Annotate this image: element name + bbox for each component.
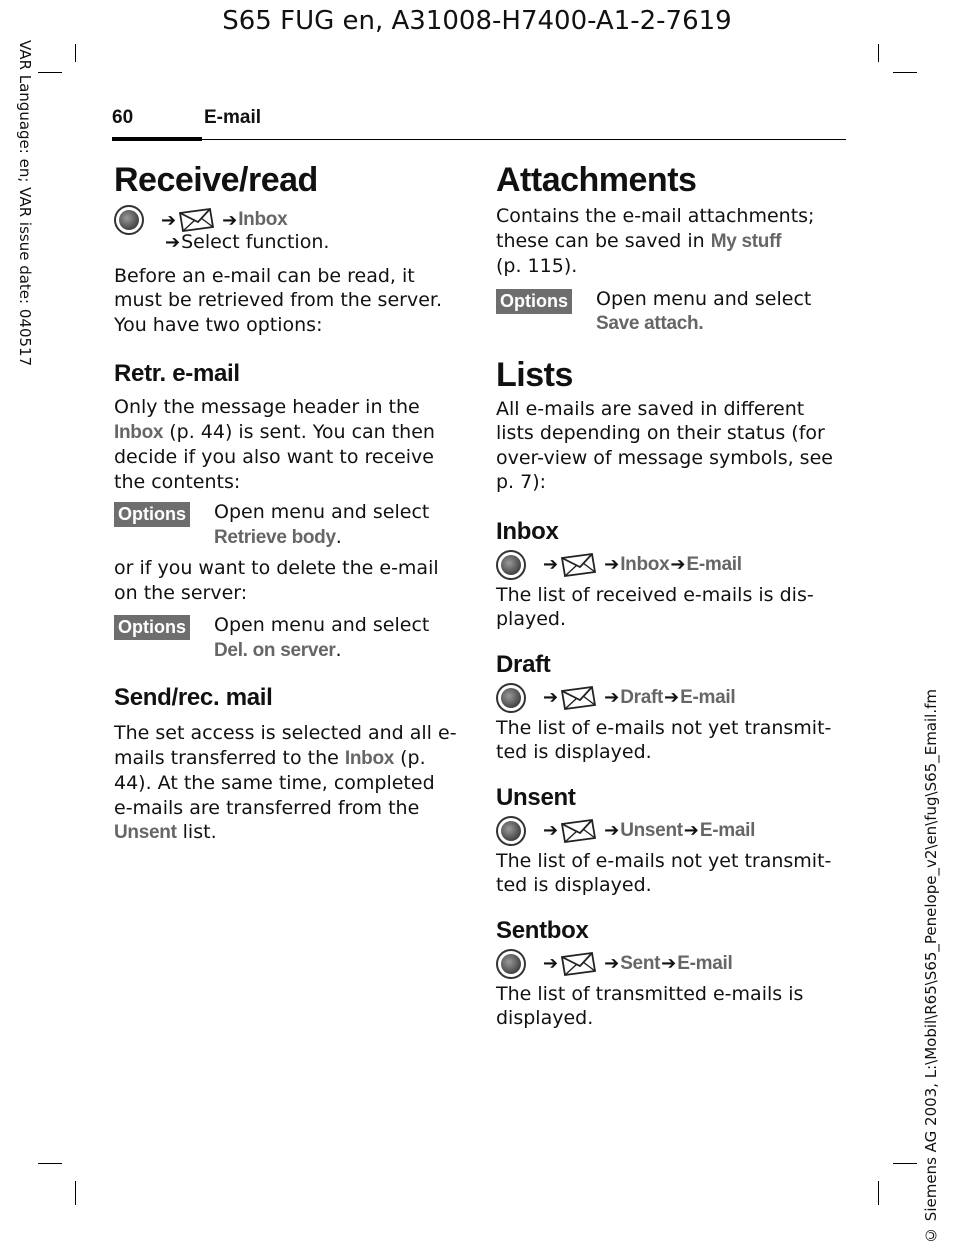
- crop-mark: [75, 1181, 76, 1205]
- receive-intro: Before an e-mail can be read, it must be retrieved from the server. You have two options:: [114, 264, 442, 336]
- arrow-icon: ➔: [604, 953, 620, 974]
- arrow-icon: ➔: [670, 554, 686, 575]
- softkey-text: Open menu and select: [214, 501, 430, 523]
- softkey-row: [114, 613, 459, 667]
- nav-select-line: [164, 230, 459, 256]
- softkey-row: [114, 500, 459, 554]
- nav-select-text: Select function.: [181, 231, 330, 253]
- lists-intro: All e-mails are saved in different lists depending on their status (for over-view of message symbols, see p. 7):: [496, 397, 833, 493]
- arrow-icon: ➔: [604, 687, 620, 708]
- keyword-inbox: Inbox: [114, 421, 164, 443]
- nav-item-inbox: Inbox: [238, 209, 288, 230]
- heading-attachments: Attachments: [496, 161, 697, 199]
- nav-item-sent: Sent: [620, 952, 661, 974]
- heading-send-rec-mail: Send/rec. mail: [114, 684, 273, 711]
- arrow-icon: ➔: [165, 232, 181, 253]
- crop-mark: [75, 44, 76, 62]
- retr-text-b: (p. 44) is sent. You can then decide if you also want to receive the contents:: [114, 420, 435, 493]
- softkey-description: Open menu and select Retrieve body.: [214, 501, 430, 548]
- left-column: [114, 160, 459, 846]
- arrow-icon: ➔: [604, 820, 620, 841]
- header-rule: [112, 139, 846, 140]
- side-note-right: © Siemens AG 2003, L:\Mobil\R65\S65_Penelope_v2\en\fug\S65_Email.fm: [922, 689, 940, 1244]
- heading-unsent: Unsent: [496, 783, 576, 811]
- softkey-row: [496, 287, 841, 341]
- options-softkey[interactable]: Options: [114, 502, 190, 527]
- section-title: E-mail: [204, 107, 262, 128]
- crop-mark: [38, 1163, 62, 1164]
- softkey-description: Open menu and select Del. on server.: [214, 614, 430, 661]
- send-rec-paragraph: [114, 721, 459, 846]
- retr-paragraph: [114, 395, 459, 494]
- menu-item-retrieve-body: Retrieve body: [214, 526, 336, 548]
- attachments-paragraph: [496, 204, 841, 279]
- menu-item-save-attach: Save attach.: [596, 313, 704, 334]
- attachments-text-b: (p. 115).: [496, 255, 578, 277]
- draft-description: The list of e-mails not yet transmit-ted is displayed.: [496, 716, 832, 763]
- joystick-icon: [496, 816, 526, 846]
- crop-mark: [893, 1163, 917, 1164]
- send-rec-text-c: list.: [182, 821, 217, 843]
- envelope-icon: [559, 684, 603, 712]
- heading-receive-read: Receive/read: [114, 161, 318, 199]
- arrow-icon: ➔: [543, 687, 559, 708]
- document-title: S65 FUG en, A31008-H7400-A1-2-7619: [222, 6, 732, 36]
- joystick-icon: [496, 949, 526, 979]
- nav-path: [496, 680, 841, 716]
- page-number: 60: [112, 107, 134, 128]
- joystick-icon: [496, 550, 526, 580]
- keyword-unsent: Unsent: [114, 822, 177, 843]
- retr-text-a: Only the message header in the: [114, 396, 420, 418]
- crop-mark: [878, 44, 879, 62]
- crop-mark: [878, 1181, 879, 1205]
- side-note-left: VAR Language: en; VAR issue date: 040517: [16, 40, 34, 367]
- envelope-icon: [559, 817, 603, 845]
- sentbox-description: The list of transmitted e-mails is displayed.: [496, 982, 804, 1029]
- nav-item-inbox: Inbox: [620, 553, 670, 575]
- right-column: [496, 160, 841, 1031]
- arrow-icon: ➔: [664, 687, 680, 708]
- nav-item-email: E-mail: [699, 819, 756, 841]
- nav-item-email: E-mail: [686, 553, 742, 575]
- arrow-icon: ➔: [543, 820, 559, 841]
- nav-path: [496, 946, 841, 982]
- joystick-icon: [496, 683, 526, 713]
- softkey-text: Open menu and select: [596, 287, 812, 310]
- softkey-description: [596, 287, 811, 337]
- arrow-icon: ➔: [222, 209, 238, 231]
- nav-item-unsent: Unsent: [620, 819, 683, 841]
- nav-path: [496, 547, 841, 583]
- heading-retr-email: Retr. e-mail: [114, 360, 240, 387]
- heading-sentbox: Sentbox: [496, 916, 589, 944]
- retr-paragraph-2: or if you want to delete the e-mail on the server:: [114, 557, 439, 604]
- arrow-icon: ➔: [661, 953, 677, 974]
- arrow-icon: ➔: [683, 820, 699, 841]
- envelope-icon: [559, 551, 603, 579]
- arrow-icon: ➔: [543, 953, 559, 974]
- arrow-icon: ➔: [161, 209, 177, 231]
- keyword-inbox: Inbox: [344, 747, 395, 769]
- envelope-icon: [559, 950, 603, 978]
- unsent-description: The list of e-mails not yet transmit-ted is displayed.: [496, 849, 832, 896]
- nav-item-email: E-mail: [680, 686, 736, 708]
- joystick-icon: [114, 205, 144, 235]
- softkey-text: Open menu and select: [214, 614, 430, 636]
- menu-item-del-on-server: Del. on server: [214, 639, 336, 661]
- heading-lists: Lists: [496, 355, 573, 394]
- attachments-text-a: Contains the e-mail attachments; these can be saved in: [496, 205, 815, 252]
- arrow-icon: ➔: [543, 554, 559, 575]
- inbox-description: The list of received e-mails is dis-played.: [496, 583, 814, 630]
- keyword-my-stuff: My stuff: [710, 230, 782, 252]
- heading-inbox: Inbox: [496, 517, 559, 545]
- crop-mark: [893, 72, 917, 73]
- nav-path: [496, 813, 841, 849]
- send-rec-text-a: The set access is selected and all e-mails transferred to the: [114, 722, 457, 769]
- options-softkey[interactable]: Options: [496, 289, 572, 314]
- send-rec-text-b: (p. 44). At the same time, completed e-mails are transferred from the: [114, 746, 435, 819]
- arrow-icon: ➔: [604, 554, 620, 575]
- heading-draft: Draft: [496, 650, 551, 678]
- nav-item-draft: Draft: [620, 686, 664, 708]
- options-softkey[interactable]: Options: [114, 615, 190, 640]
- crop-mark: [38, 72, 62, 73]
- nav-item-email: E-mail: [677, 952, 733, 974]
